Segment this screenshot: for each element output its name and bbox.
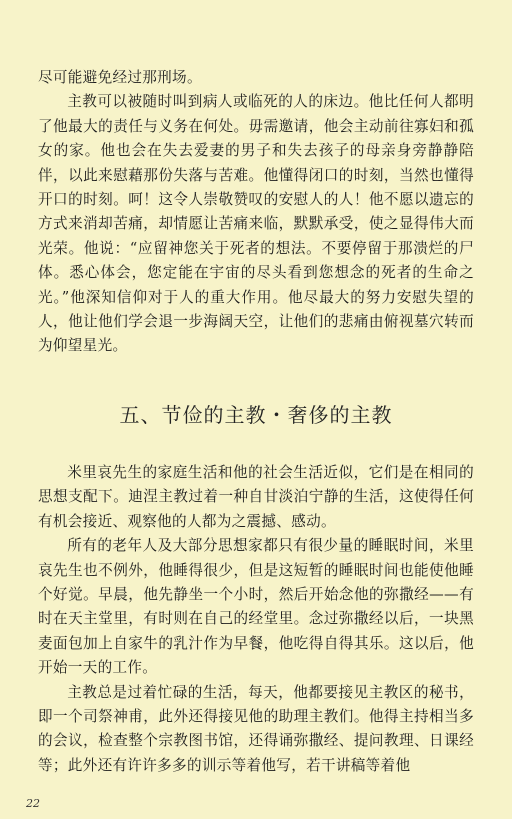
paragraph-continuation: 尽可能避免经过那刑场。 <box>38 69 202 86</box>
paragraph-sleep-routine: 所有的老年人及大部分思想家都只有很少量的睡眠时间，米里哀先生也不例外，他睡得很少，但是这短暂的睡眠时间也能使他睡个好觉。早晨，他先静坐一个小时，然后开始念他的弥撒经——有时在天主堂里，有时则在自己的经堂里。念过弥撒经以后，一块黑麦面包加上自家牛的乳汁作为早餐，他吃得自得其乐。这以后，他开始一天的工作。 <box>38 537 474 677</box>
paragraph-bishop-consolation: 主教可以被随时叫到病人或临死的人的床边。他比任何人都明了他最大的责任与义务在何处。毋需邀请，他会主动前往寡妇和孤女的家。他也会在失去爱妻的男子和失去孩子的母亲身旁静静陪伴，以此来慰藉那份失落与苦难。他懂得闭口的时刻，当然也懂得开口的时刻。呵！这令人崇敬赞叹的安慰人的人！他不愿以遗忘的方式来消却苦痛，却情愿让苦痛来临，默默承受，使之显得伟大而光荣。他说：“应留神您关于死者的想法。不要停留于那溃烂的尸体。悉心体会，您定能在宇宙的尽头看到您想念的死者的生命之光。”他深知信仰对于人的重大作用。他尽最大的努力安慰失望的人，他让他们学会退一步海阔天空，让他们的悲痛由俯视墓穴转而为仰望星光。 <box>38 93 474 355</box>
paragraph-home-life: 米里哀先生的家庭生活和他的社会生活近似，它们是在相同的思想支配下。迪涅主教过着一种自甘淡泊宁静的生活，这使得任何有机会接近、观察他的人都为之震撼、感动。 <box>38 463 474 530</box>
paragraph-busy-life: 主教总是过着忙碌的生活，每天，他都要接见主教区的秘书，即一个司祭神甫，此外还得接见他的助理主教们。他得主持相当多的会议，检查整个宗教图书馆，还得诵弥撒经、提问教理、日课经等；此外还有许许多多的训示等着他写，若干讲稿等着他 <box>38 683 474 774</box>
page-body <box>38 66 474 778</box>
page-number: 22 <box>26 797 40 810</box>
section-title: 五、节俭的主教・奢侈的主教 <box>119 402 393 427</box>
